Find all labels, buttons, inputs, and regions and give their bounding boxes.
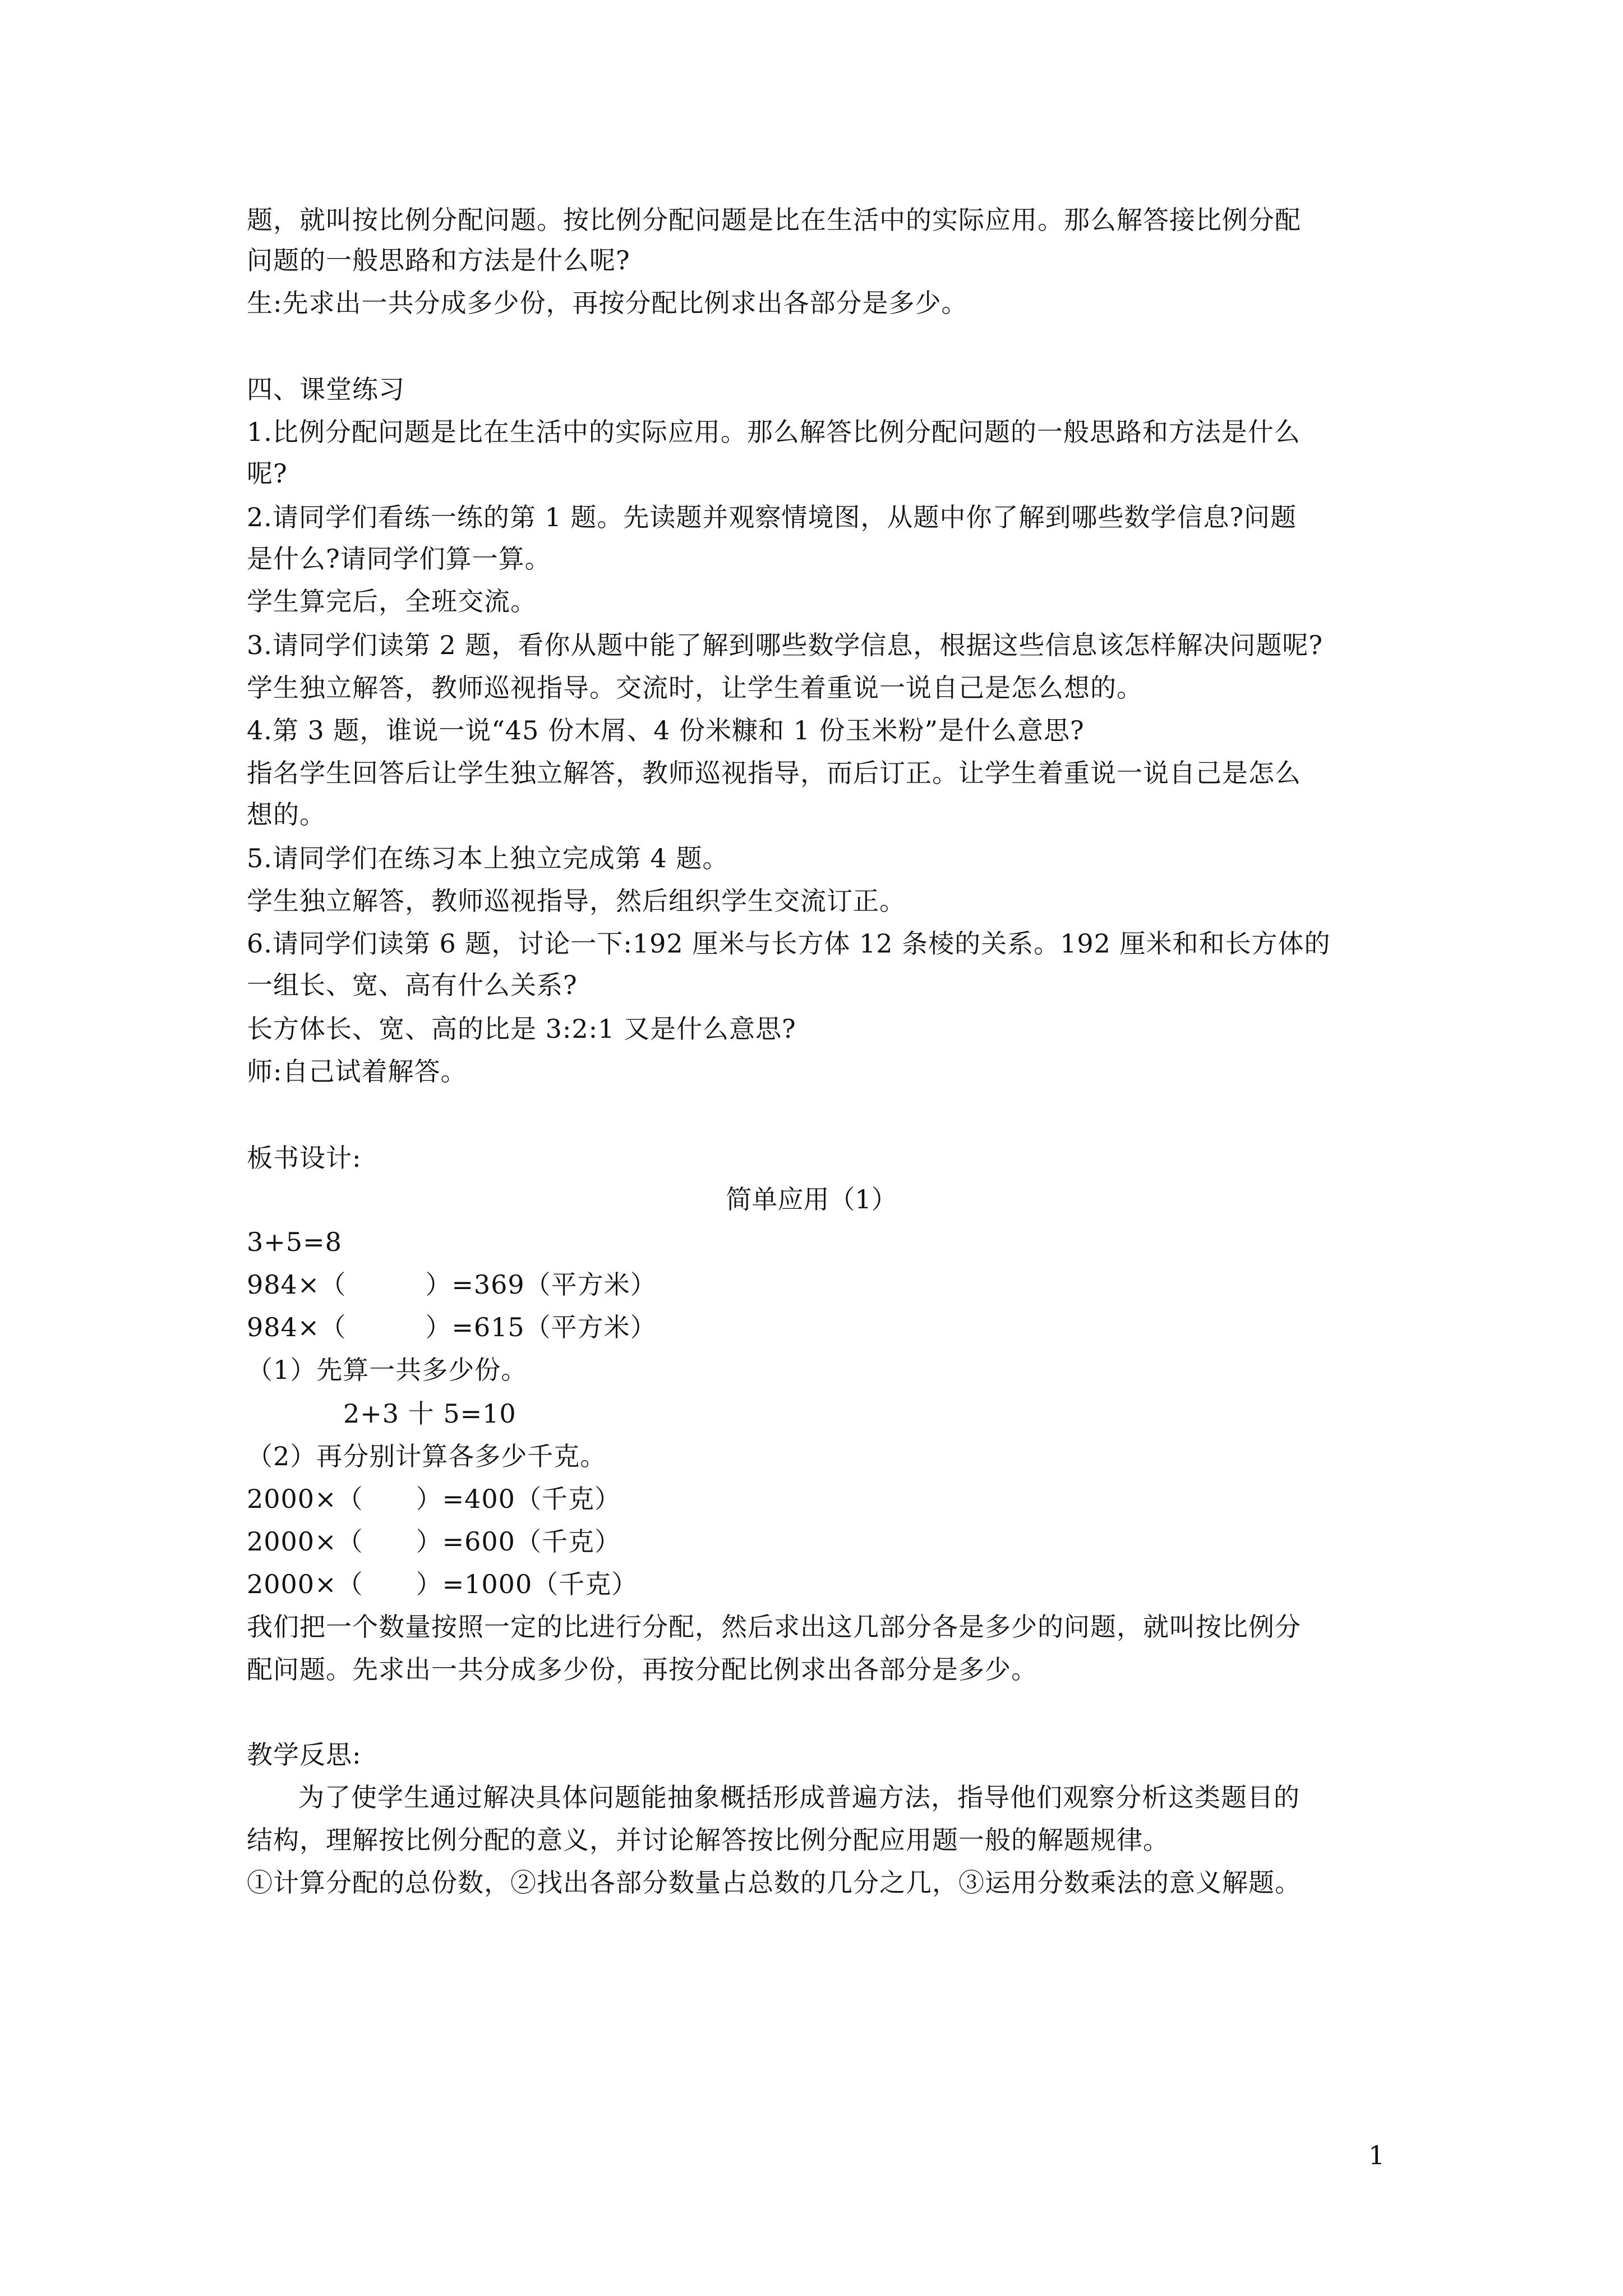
- page-number: 1: [1368, 2140, 1385, 2170]
- board-equation: 2000×（ ）=600（千克）: [247, 1526, 621, 1557]
- practice-line: 6.请同学们读第 6 题，讨论一下:192 厘米与长方体 12 条棱的关系。192 厘米和和长方体的: [247, 928, 1331, 959]
- practice-line: 1.比例分配问题是比在生活中的实际应用。那么解答比例分配问题的一般思路和方法是什么: [247, 417, 1301, 447]
- practice-line: 2.请同学们看练一练的第 1 题。先读题并观察情境图，从题中你了解到哪些数学信息?问题: [247, 502, 1297, 532]
- reflection-paragraph: 结构，理解按比例分配的意义，并讨论解答按比例分配应用题一般的解题规律。: [247, 1825, 1169, 1855]
- board-title: 简单应用（1）: [726, 1184, 897, 1214]
- practice-line: 学生独立解答，教师巡视指导。交流时，让学生着重说一说自己是怎么想的。: [247, 673, 1143, 703]
- practice-line: 5.请同学们在练习本上独立完成第 4 题。: [247, 843, 729, 873]
- intro-line-3: 生:先求出一共分成多少份，再按分配比例求出各部分是多少。: [247, 288, 968, 318]
- board-heading: 板书设计:: [247, 1143, 362, 1173]
- practice-line: 学生独立解答，教师巡视指导，然后组织学生交流订正。: [247, 886, 906, 916]
- practice-line: 3.请同学们读第 2 题，看你从题中能了解到哪些数学信息，根据这些信息该怎样解决问题呢?: [247, 630, 1324, 660]
- practice-line: 是什么?请同学们算一算。: [247, 544, 551, 574]
- reflection-paragraph: 为了使学生通过解决具体问题能抽象概括形成普遍方法，指导他们观察分析这类题目的: [298, 1782, 1300, 1812]
- board-step: （1）先算一共多少份。: [247, 1355, 528, 1385]
- board-equation: 984×（ ）=615（平方米）: [247, 1312, 657, 1342]
- board-summary: 我们把一个数量按照一定的比进行分配，然后求出这几部分各是多少的问题，就叫按比例分: [247, 1612, 1301, 1642]
- intro-line-2: 问题的一般思路和方法是什么呢?: [247, 245, 630, 275]
- board-equation: 2000×（ ）=1000（千克）: [247, 1569, 638, 1599]
- practice-line: 想的。: [247, 799, 326, 830]
- practice-line: 指名学生回答后让学生独立解答，教师巡视指导，而后订正。让学生着重说一说自己是怎么: [247, 758, 1301, 788]
- board-step: （2）再分别计算各多少千克。: [247, 1441, 607, 1471]
- practice-line: 呢?: [247, 458, 288, 489]
- reflection-paragraph: ①计算分配的总份数，②找出各部分数量占总数的几分之几，③运用分数乘法的意义解题。: [247, 1867, 1301, 1898]
- board-equation: 2+3 十 5=10: [343, 1398, 517, 1429]
- practice-line: 师:自己试着解答。: [247, 1056, 467, 1087]
- reflection-heading: 教学反思:: [247, 1740, 362, 1770]
- board-summary: 配问题。先求出一共分成多少份，再按分配比例求出各部分是多少。: [247, 1654, 1038, 1685]
- practice-line: 4.第 3 题，谁说一说“45 份木屑、4 份米糠和 1 份玉米粉”是什么意思?: [247, 715, 1085, 746]
- board-equation: 2000×（ ）=400（千克）: [247, 1484, 621, 1514]
- practice-line: 一组长、宽、高有什么关系?: [247, 970, 578, 1000]
- practice-line: 学生算完后，全班交流。: [247, 586, 537, 616]
- practice-line: 长方体长、宽、高的比是 3:2:1 又是什么意思?: [247, 1014, 796, 1044]
- practice-heading: 四、课堂练习: [247, 374, 405, 404]
- board-equation: 984×（ ）=369（平方米）: [247, 1269, 657, 1300]
- board-equation: 3+5=8: [247, 1227, 342, 1257]
- intro-line-1: 题，就叫按比例分配问题。按比例分配问题是比在生活中的实际应用。那么解答接比例分配: [247, 205, 1301, 235]
